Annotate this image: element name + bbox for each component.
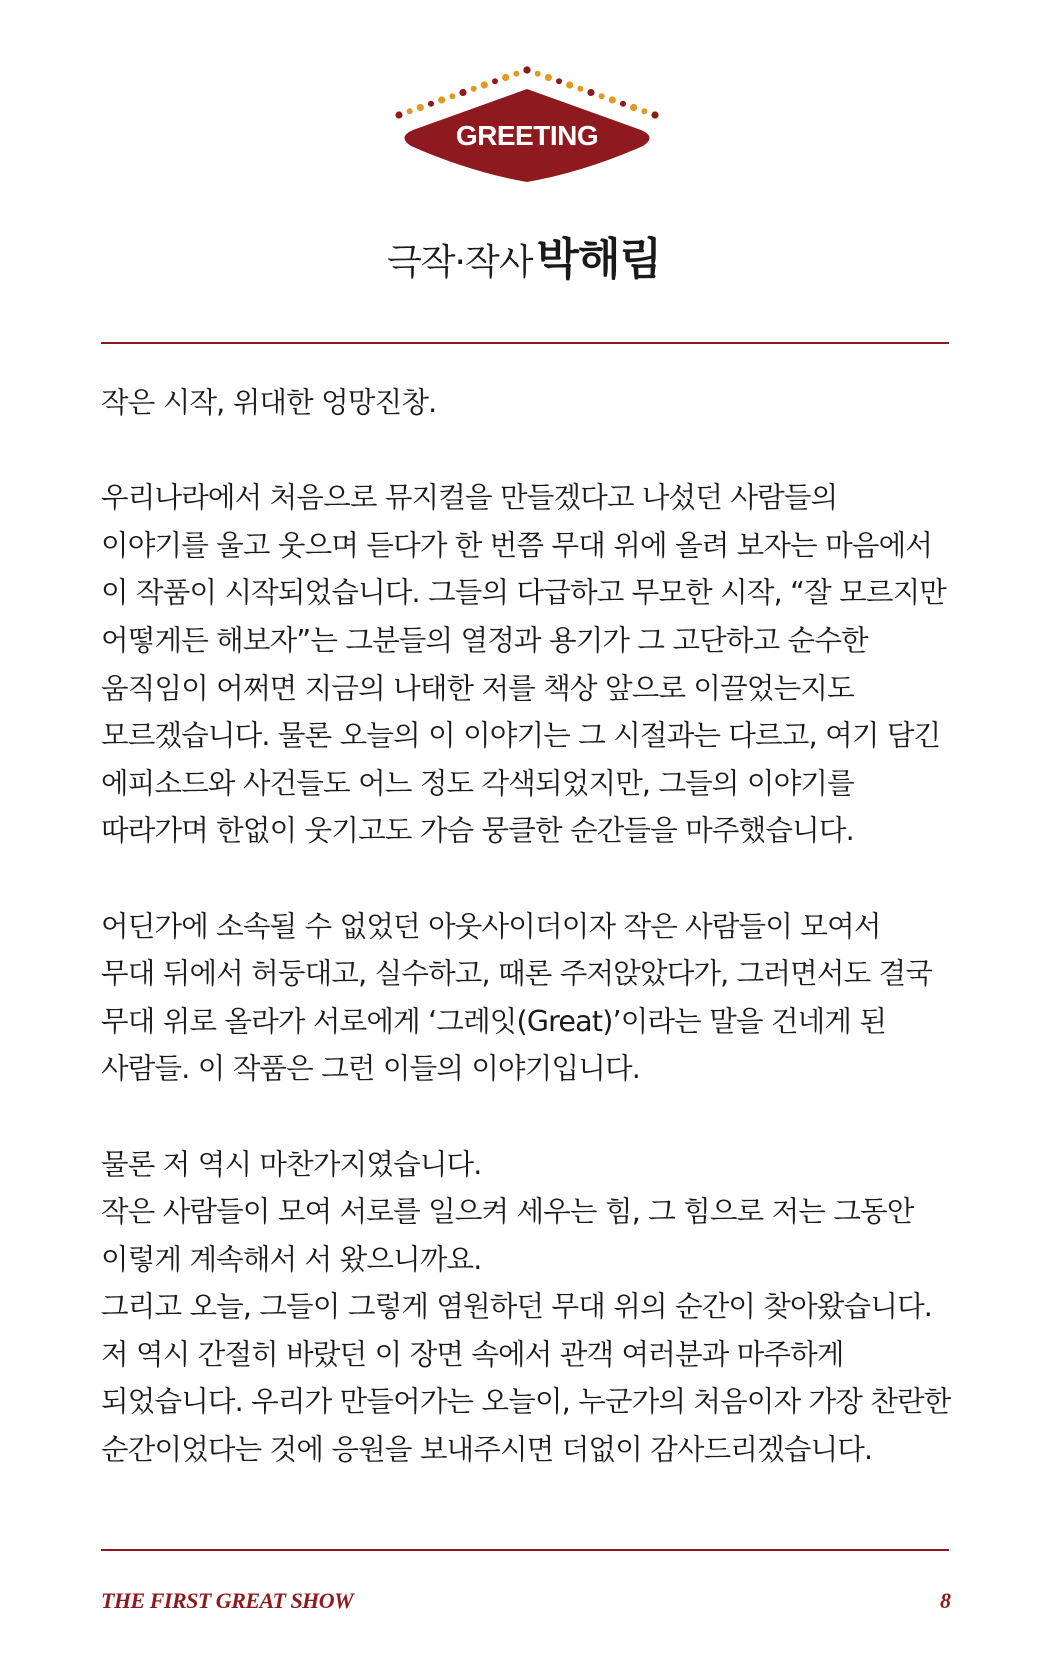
- bulb-dot: [459, 89, 466, 96]
- paragraph-origin: 우리나라에서 처음으로 뮤지컬을 만들겠다고 나섰던 사람들의 이야기를 울고 웃으며 듣다가 한 번쯤 무대 위에 올려 보자는 마음에서 이 작품이 시작되었습니다. 그들의 다급하고 무모한 시작, “잘 모르지만 어떻게든 해보자”는 그분들의 열정과 용기가 그 고단하고 순수한 움직임이 어쩌면 지금의 나태한 저를 책상 앞으로 이끌었는지도 모르겠습니다. 물론 오늘의 이 이야기는 그 시절과는 다르고, 여기 담긴 에피소드와 사건들도 어느 정도 각색되었지만, 그들의 이야기를 따라가며 한없이 웃기고도 가슴 뭉클한 순간들을 마주했습니다.: [101, 481, 947, 848]
- bulb-dot: [502, 74, 509, 81]
- bulb-dot: [587, 89, 594, 96]
- top-divider: [101, 342, 949, 344]
- bulb-dot: [523, 66, 530, 73]
- bottom-divider: [101, 1549, 949, 1551]
- footer-show-title: THE FIRST GREAT SHOW: [101, 1588, 354, 1613]
- author-name: 박해림: [536, 234, 662, 285]
- bulb-dot: [641, 108, 647, 114]
- bulb-dot: [620, 101, 626, 107]
- bulb-dot: [395, 111, 402, 118]
- greeting-badge: [394, 62, 660, 190]
- bulb-dot: [566, 81, 573, 88]
- bulb-dot: [417, 104, 424, 111]
- paragraph-strength: 작은 사람들이 모여 서로를 일으켜 세우는 힘, 그 힘으로 저는 그동안 이렇게 계속해서 서 왔으니까요.: [101, 1195, 914, 1276]
- bulb-dot: [609, 96, 616, 103]
- bulb-dot: [630, 104, 637, 111]
- paragraph-opening: 작은 시작, 위대한 엉망진창.: [101, 386, 437, 419]
- badge-label: GREETING: [455, 120, 599, 151]
- bulb-dot: [481, 81, 488, 88]
- page-number: 8: [940, 1588, 951, 1613]
- paragraph-today: 그리고 오늘, 그들이 그렇게 염원하던 무대 위의 순간이 찾아왔습니다.: [101, 1290, 933, 1324]
- bulb-dot: [407, 108, 413, 114]
- bulb-dot: [535, 71, 541, 77]
- bulb-dot: [438, 96, 445, 103]
- bulb-dot: [492, 78, 498, 84]
- bulb-dot: [651, 111, 658, 118]
- bulb-dot: [545, 74, 552, 81]
- bulb-dot: [513, 71, 519, 77]
- author-role: 극작·작사: [386, 242, 533, 283]
- paragraph-outsiders: 무대 뒤에서 허둥대고, 실수하고, 때론 주저앉았다가, 그러면서도 결국 무대 위로 올라가 서로에게 ‘그레잇(Great)’이라는 말을 건네게 된 사람들. 이 작품은 그런 이들의 이야기입니다.: [101, 957, 933, 1086]
- bulb-dot: [577, 86, 583, 92]
- bulb-dot: [471, 86, 477, 92]
- paragraph-closing: 저 역시 간절히 바랐던 이 장면 속에서 관객 여러분과 마주하게 되었습니다. 우리가 만들어가는 오늘이, 누군가의 처음이자 가장 찬란한 순간이었다는 것에 응원을 보내주시면 더없이 감사드리겠습니다.: [101, 1337, 951, 1467]
- greeting-body: [101, 379, 951, 1474]
- bulb-dot: [428, 101, 434, 107]
- bulb-dot: [556, 78, 562, 84]
- bulb-dot: [449, 93, 455, 99]
- paragraph-outsiders-line: 어딘가에 소속될 수 없었던 아웃사이더이자 작은 사람들이 모여서: [101, 909, 881, 943]
- bulb-dot: [599, 93, 605, 99]
- page-heading: [0, 234, 1048, 285]
- paragraph-self: 물론 저 역시 마찬가지였습니다.: [101, 1147, 482, 1181]
